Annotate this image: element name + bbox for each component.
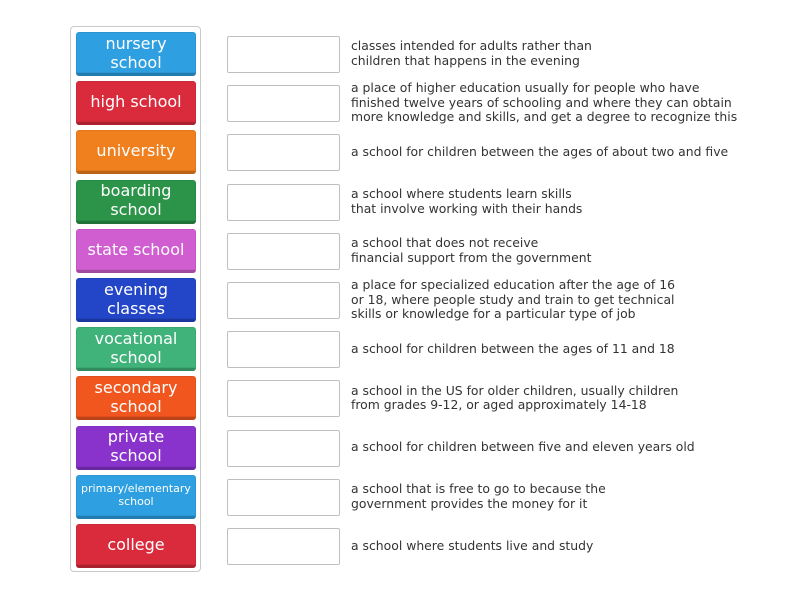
answer-slot[interactable]	[227, 380, 340, 417]
definition-text: a school for children between the ages of 11 and 18	[351, 340, 675, 356]
tile-vocational-school[interactable]: vocational school	[76, 327, 196, 371]
tile-university[interactable]: university	[76, 130, 196, 174]
tile-state-school[interactable]: state school	[76, 229, 196, 273]
answer-slot[interactable]	[227, 479, 340, 516]
definition-text: a school in the US for older children, usually children from grades 9-12, or aged approximately 14-18	[351, 382, 679, 413]
answer-slot[interactable]	[227, 528, 340, 565]
definition-text: a school where students learn skills that involve working with their hands	[351, 186, 583, 216]
tile-evening-classes[interactable]: evening classes	[76, 278, 196, 322]
tile-nursery-school[interactable]: nursery school	[76, 32, 196, 76]
answer-slot[interactable]	[227, 282, 340, 319]
answer-slot[interactable]	[227, 134, 340, 171]
tile-primary-elementary-school[interactable]: primary/elementary school	[76, 475, 196, 519]
definition-text: classes intended for adults rather than children that happens in the evening	[351, 38, 592, 68]
definition-text: a school where students live and study	[351, 537, 594, 553]
answer-slot[interactable]	[227, 184, 340, 221]
definition-text: a school for children between the ages of about two and five	[351, 144, 729, 160]
answer-slot[interactable]	[227, 85, 340, 122]
answer-slot[interactable]	[227, 430, 340, 467]
definition-text: a place for specialized education after the age of 16 or 18, where people study and train to get technical skills or knowledge for a particular type of job	[351, 277, 676, 322]
tile-boarding-school[interactable]: boarding school	[76, 180, 196, 224]
definition-text: a school that does not receive financial support from the government	[351, 235, 592, 265]
answer-slot[interactable]	[227, 233, 340, 270]
tile-college[interactable]: college	[76, 524, 196, 568]
definition-text: a place of higher education usually for people who have finished twelve years of schooling and where they can obtain more knowledge and skills, and get a degree to recognize this	[351, 80, 738, 125]
definition-text: a school for children between five and eleven years old	[351, 439, 695, 455]
tile-private-school[interactable]: private school	[76, 426, 196, 470]
tile-high-school[interactable]: high school	[76, 81, 196, 125]
answer-slot[interactable]	[227, 36, 340, 73]
definition-text: a school that is free to go to because the government provides the money for it	[351, 481, 606, 511]
tile-secondary-school[interactable]: secondary school	[76, 376, 196, 420]
answer-slot[interactable]	[227, 331, 340, 368]
